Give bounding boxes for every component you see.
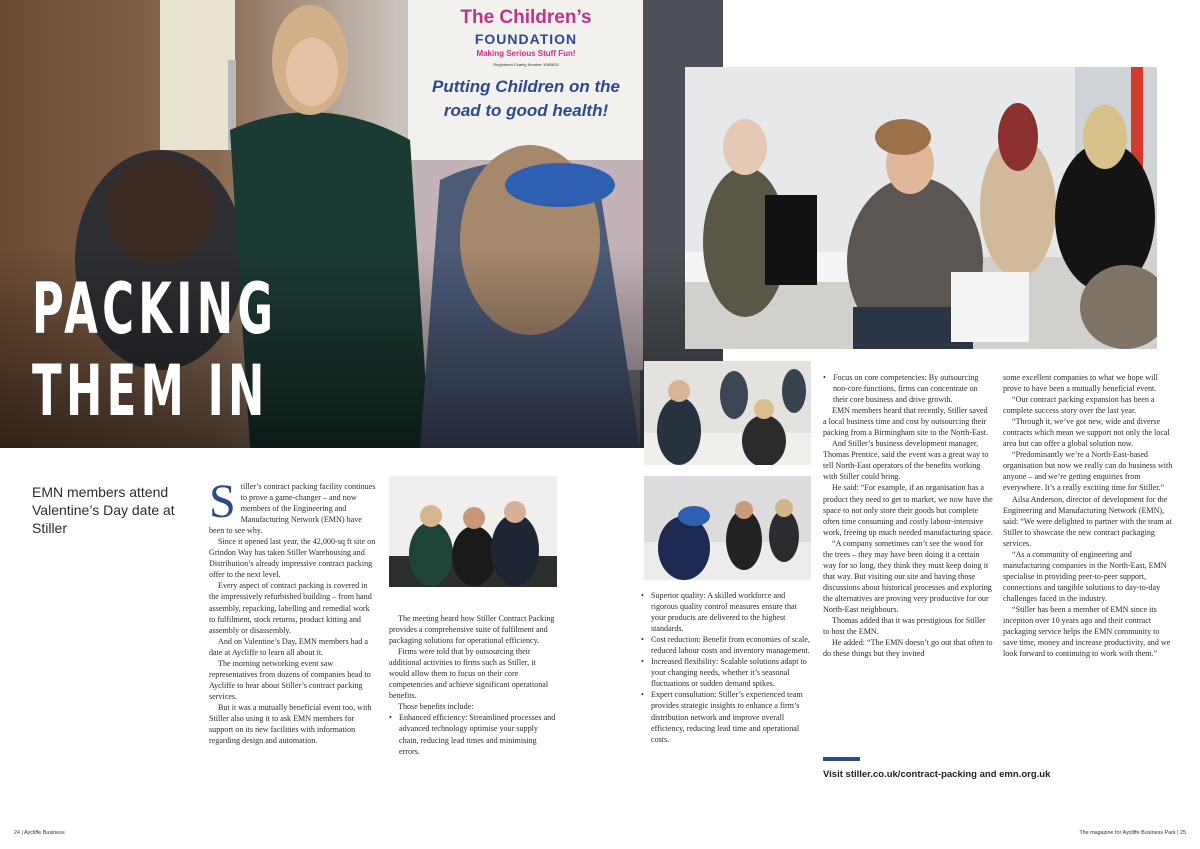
headline-line-2: THEM IN bbox=[32, 350, 269, 432]
folio-right: The magazine for Aycliffe Business Park | 25 bbox=[1079, 830, 1186, 836]
paragraph: some excellent companies to what we hope will prove to have been a mutually beneficial event. bbox=[1003, 373, 1158, 394]
paragraph: “Our contract packing expansion has been a complete success story over the last year. bbox=[1003, 395, 1155, 416]
paragraph: And on Valentine’s Day, EMN members had a date at Aycliffe to learn all about it. bbox=[209, 636, 368, 657]
event-photo-small-2 bbox=[644, 476, 811, 580]
paragraph: Firms were told that by outsourcing their additional activities to firms such as Stiller, it would allow them to focus on their core competencies and achieve significant operational benefits. bbox=[389, 647, 549, 701]
paragraph: “Stiller has been a member of EMN since its inception over 10 years ago and their contract packaging service helps the EMN community to save time, money and increase productivity, and we look forward to continuing to work with them.” bbox=[1003, 604, 1171, 659]
lead-paragraph: Stiller’s contract packing facility continues to prove a game-changer – and now members of the Engineering and Manufacturing Network (EMN) have been to see why. bbox=[209, 475, 376, 536]
paragraph: “As a community of engineering and manufacturing companies in the North-East, EMN specialise in providing peer-to-peer support, connections and tangible solutions to day-to-day challenges faced in the industry. bbox=[1003, 549, 1167, 603]
headline bbox=[32, 268, 277, 432]
benefits-list bbox=[641, 590, 811, 745]
paragraph: The morning networking event saw representatives from dozens of companies head to Aycliffe to hear about Stiller’s contract packing services. bbox=[209, 658, 371, 701]
article-column-5 bbox=[1003, 372, 1173, 659]
paragraph: “Predominantly we’re a North-East-based organisation but now we really can do business with anyone – and we’re getting enquiries from everywhere. It’s a really exciting time for Stiller.” bbox=[1003, 450, 1173, 493]
list-item: • Superior quality: A skilled workforce and rigorous quality control measures ensure that your products are delivered to the highest standards. bbox=[641, 590, 811, 634]
paragraph: Ailsa Anderson, director of development for the Engineering and Manufacturing Network (EMN), said: “We were delighted to partner with the team at Stiller to showcase the new contract packaging services. bbox=[1003, 494, 1172, 548]
paragraph: “A company sometimes can’t see the wood for the trees – they may have been doing it a certain way for so long, they think they must keep doing it that way. But visiting our site and having those discussions about historical processes and exploring the alternatives are proving very productive for our North-East neighbours. bbox=[823, 538, 992, 614]
banner-slogan-2: road to good health! bbox=[443, 101, 609, 120]
event-photo-small-1 bbox=[644, 361, 811, 465]
list-item: • Enhanced efficiency: Streamlined processes and advanced technology optimise your supply chain, reducing lead times and minimising errors. bbox=[389, 712, 557, 756]
list-item: • Increased flexibility: Scalable solutions adapt to your changing needs, whether it’s seasonal fluctuations or sudden demand spikes. bbox=[641, 656, 811, 689]
paragraph: And Stiller’s business development manager, Thomas Prentice, said the event was a great way to tell North-East operators of the benefits working with Stiller could bring. bbox=[823, 439, 989, 482]
banner-org-name-1: The Children’s bbox=[460, 7, 592, 28]
article-column-1 bbox=[209, 475, 377, 746]
paragraph: EMN members heard that recently, Stiller saved a local business time and cost by outsourcing their packing from a Birmingham site to the North-East. bbox=[823, 406, 988, 438]
audience-photo bbox=[685, 67, 1157, 349]
list-item: • Focus on core competencies: By outsourcing non-core functions, firms can concentrate on their core business and drive growth. bbox=[823, 372, 993, 405]
benefits-list bbox=[389, 712, 557, 756]
list-item: • Cost reduction: Benefit from economies of scale, reduced labour costs and inventory management. bbox=[641, 634, 811, 656]
paragraph: Since it opened last year, the 42,000-sq ft site on Grindon Way has taken Stiller Warehousing and Distribution’s already impressive contract packing offer to the next level. bbox=[209, 537, 376, 580]
paragraph: Thomas added that it was prestigious for Stiller to host the EMN. bbox=[823, 616, 986, 637]
article-column-4 bbox=[823, 372, 993, 659]
banner-reg-number: Registered Charity Number 1080815 bbox=[493, 62, 559, 67]
paragraph: The meeting heard how Stiller Contract Packing provides a comprehensive suite of fulfilment and packaging solutions for operational efficiency. bbox=[389, 614, 555, 646]
paragraph: He added: “The EMN doesn’t go out that often to do these things but they invited bbox=[823, 638, 993, 659]
article-column-2 bbox=[389, 613, 557, 757]
charity-banner bbox=[410, 6, 642, 122]
paragraph: Every aspect of contract packing is covered in the impressively refurbished building – from hand assembly, repacking, labelling and remedial work to fulfilment, stock returns, product kitting and assembly or disassembly. bbox=[209, 581, 372, 635]
benefits-list bbox=[823, 372, 993, 405]
banner-slogan-1: Putting Children on the bbox=[432, 77, 620, 96]
website-link[interactable]: Visit stiller.co.uk/contract-packing and emn.org.uk bbox=[823, 769, 1051, 780]
dropcap: S bbox=[209, 475, 236, 528]
accent-bar bbox=[823, 757, 860, 761]
paragraph: “Through it, we’ve got new, wide and diverse contracts which mean we support not only the local area but can offer a global solution now. bbox=[1003, 417, 1170, 449]
panel-photo bbox=[389, 476, 557, 587]
folio-left: 24 | Aycliffe Business bbox=[14, 830, 65, 836]
standfirst: EMN members attend Valentine’s Day date at Stiller bbox=[32, 484, 175, 536]
banner-org-name-2: FOUNDATION bbox=[474, 31, 578, 47]
paragraph: He said: “For example, if an organisation has a product they need to get to market, we now have the space to not only store their goods but complete often time consuming and costly labour-intensive work, freeing up much needed manufacturing space. bbox=[823, 483, 993, 537]
list-item: • Expert consultation: Stiller’s experienced team provides strategic insights to enhance a firm’s distribution network and improve overall efficiency, reducing lead time and operational costs. bbox=[641, 689, 811, 744]
paragraph: Those benefits include: bbox=[398, 702, 474, 712]
banner-tagline: Making Serious Stuff Fun! bbox=[476, 49, 576, 58]
article-column-3 bbox=[641, 590, 811, 745]
headline-line-1: PACKING bbox=[32, 268, 278, 350]
paragraph: But it was a mutually beneficial event too, with Stiller also using it to ask EMN members for support on its new facilities with information regarding design and automation. bbox=[209, 702, 372, 746]
